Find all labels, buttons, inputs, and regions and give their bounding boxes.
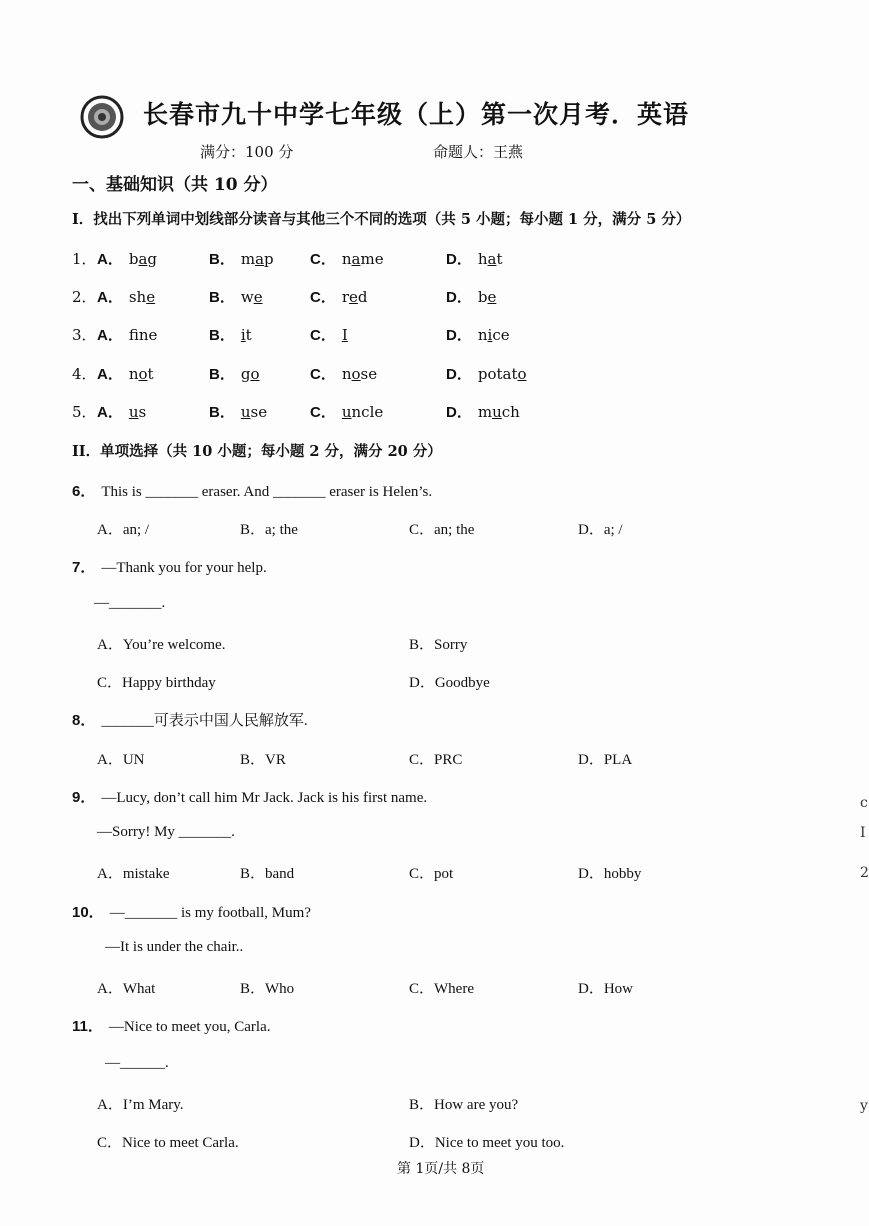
question-number: 4． (72, 365, 97, 383)
option-letter: B． (209, 251, 235, 268)
word-option[interactable] (310, 401, 383, 422)
q6-option-a[interactable]: A．an; / (97, 522, 150, 538)
q11-option-a[interactable]: A．I’m Mary. (97, 1097, 184, 1113)
underlined-letters: i (240, 326, 246, 344)
underlined-letters: a (487, 250, 497, 268)
word-suffix: t (245, 326, 252, 344)
underlined-letters: e (253, 288, 263, 306)
word-option[interactable] (209, 401, 267, 422)
option-letter: C． (310, 251, 336, 268)
word-option[interactable] (209, 248, 274, 269)
pronunciation-row (72, 363, 632, 385)
option-letter: C． (310, 327, 336, 344)
underlined-letters: o (138, 365, 148, 383)
word-prefix: m (477, 403, 493, 421)
question-8: 8． _______可表示中国人民解放军. (72, 712, 308, 729)
word-option[interactable] (446, 248, 503, 269)
q9-option-a[interactable]: A．mistake (97, 866, 170, 882)
word-prefix: n (128, 365, 139, 383)
word-prefix: b (477, 288, 488, 306)
word-suffix: me (360, 250, 384, 268)
word-suffix: t (147, 365, 154, 383)
word-option[interactable] (209, 363, 259, 384)
q8-option-c[interactable]: C．PRC (409, 752, 463, 768)
q7-option-c[interactable]: C．Happy birthday (97, 675, 216, 691)
word-prefix: n (341, 250, 352, 268)
q10-option-d[interactable]: D．How (578, 981, 633, 997)
underlined-letters: u (128, 403, 139, 421)
word-prefix: n (341, 365, 352, 383)
q8-option-d[interactable]: D．PLA (578, 752, 633, 768)
pronunciation-row (72, 286, 632, 308)
option-letter: C． (310, 289, 336, 306)
edge-mark: 2 (860, 865, 869, 881)
edge-mark: y (860, 1098, 868, 1114)
word-option[interactable] (97, 401, 146, 422)
edge-mark: I (860, 825, 866, 841)
q6-option-b[interactable]: B．a; the (240, 522, 298, 538)
underlined-letters: u (240, 403, 251, 421)
question-number: 1． (72, 250, 97, 268)
question-7: 7． —Thank you for your help. (72, 559, 267, 576)
q7-option-b[interactable]: B．Sorry (409, 637, 468, 653)
option-letter: A． (97, 366, 123, 383)
q8-option-a[interactable]: A．UN (97, 752, 145, 768)
part2-instruction: II．单项选择（共 10 小题；每小题 2 分，满分 20 分） (72, 443, 442, 460)
word-prefix: w (240, 288, 254, 306)
section-heading-basics: 一、基础知识（共 10 分） (72, 175, 278, 195)
full-marks: 满分：100 分 (200, 143, 294, 161)
q7-option-a[interactable]: A．You’re welcome. (97, 637, 226, 653)
word-suffix: s (138, 403, 147, 421)
author: 命题人：王燕 (433, 143, 524, 161)
q9-option-c[interactable]: C．pot (409, 866, 454, 882)
q7-option-d[interactable]: D．Goodbye (409, 675, 490, 691)
word-suffix: se (360, 365, 378, 383)
word-option[interactable] (310, 324, 348, 345)
word-prefix: r (341, 288, 350, 306)
word-option[interactable] (97, 248, 157, 269)
word-suffix: se (250, 403, 268, 421)
q11-reply: —______. (105, 1055, 169, 1071)
underlined-letters: i (487, 326, 493, 344)
pronunciation-row (72, 248, 632, 270)
word-prefix: potat (477, 365, 518, 383)
word-option[interactable] (310, 248, 384, 269)
question-10: 10． —_______ is my football, Mum? (72, 904, 311, 921)
q10-reply: —It is under the chair.. (105, 939, 244, 955)
exam-title: 长春市九十中学七年级（上）第一次月考．英语 (143, 100, 690, 129)
q6-option-c[interactable]: C．an; the (409, 522, 475, 538)
word-prefix: g (240, 365, 251, 383)
word-suffix: ch (501, 403, 520, 421)
underlined-letters: e (487, 288, 497, 306)
word-option[interactable] (310, 363, 377, 384)
word-suffix: p (264, 250, 274, 268)
word-option[interactable] (97, 324, 157, 345)
word-suffix: ne (138, 326, 158, 344)
option-letter: B． (209, 366, 235, 383)
q11-option-c[interactable]: C．Nice to meet Carla. (97, 1135, 239, 1151)
underlined-letters: o (250, 365, 260, 383)
option-letter: D． (446, 251, 472, 268)
page-number: 第 1页/共 8页 (397, 1161, 485, 1177)
underlined-letters: u (492, 403, 502, 421)
q8-option-b[interactable]: B．VR (240, 752, 286, 768)
underlined-letters: u (341, 403, 352, 421)
word-option[interactable] (446, 363, 527, 384)
word-option[interactable] (310, 286, 368, 307)
underlined-letters: e (349, 288, 358, 306)
word-option[interactable] (446, 401, 520, 422)
q10-option-a[interactable]: A．What (97, 981, 156, 997)
word-prefix: b (128, 250, 139, 268)
option-letter: D． (446, 404, 472, 421)
question-number: 2． (72, 288, 97, 306)
underlined-letters: e (146, 288, 156, 306)
q11-option-b[interactable]: B．How are you? (409, 1097, 519, 1113)
word-suffix: t (496, 250, 503, 268)
option-letter: D． (446, 366, 472, 383)
word-prefix: n (477, 326, 488, 344)
q9-option-b[interactable]: B．band (240, 866, 295, 882)
option-letter: B． (209, 289, 235, 306)
word-prefix: f (128, 326, 139, 344)
q11-option-d[interactable]: D．Nice to meet you too. (409, 1135, 565, 1151)
word-prefix: m (240, 250, 256, 268)
option-letter: A． (97, 327, 123, 344)
q7-reply: —_______. (94, 595, 166, 611)
option-letter: A． (97, 251, 123, 268)
q10-option-c[interactable]: C．Where (409, 981, 474, 997)
question-11: 11． —Nice to meet you, Carla. (72, 1018, 271, 1035)
option-letter: C． (310, 366, 336, 383)
word-prefix: h (477, 250, 488, 268)
word-option[interactable] (97, 286, 155, 307)
part1-instruction: I．找出下列单词中划线部分读音与其他三个不同的选项（共 5 小题；每小题 1 分，满分 5 分） (72, 211, 691, 228)
word-option[interactable] (209, 324, 252, 345)
question-number: 5． (72, 403, 97, 421)
word-suffix: ncle (351, 403, 384, 421)
question-9: 9． —Lucy, don’t call him Mr Jack. Jack is his first name. (72, 789, 428, 806)
underlined-letters: a (351, 250, 361, 268)
option-letter: A． (97, 404, 123, 421)
option-letter: D． (446, 289, 472, 306)
q9-reply: —Sorry! My _______. (97, 824, 235, 840)
option-letter: B． (209, 327, 235, 344)
word-option[interactable] (97, 363, 154, 384)
edge-mark: c (860, 795, 868, 811)
pronunciation-row (72, 401, 632, 423)
question-number: 3． (72, 326, 97, 344)
underlined-letters: a (255, 250, 265, 268)
word-suffix: g (147, 250, 158, 268)
word-option[interactable] (209, 286, 263, 307)
q6-option-d[interactable]: D．a; / (578, 522, 623, 538)
option-letter: D． (446, 327, 472, 344)
q9-option-d[interactable]: D．hobby (578, 866, 642, 882)
option-letter: A． (97, 289, 123, 306)
word-suffix: d (357, 288, 368, 306)
underlined-letters: o (517, 365, 527, 383)
underlined-letters: o (351, 365, 361, 383)
option-letter: C． (310, 404, 336, 421)
underlined-letters: I (341, 326, 348, 344)
school-seal-icon (80, 95, 124, 139)
question-6: 6． This is _______ eraser. And _______ eraser is Helen’s. (72, 483, 433, 500)
word-suffix: ce (492, 326, 510, 344)
option-letter: B． (209, 404, 235, 421)
word-option[interactable] (446, 324, 510, 345)
word-option[interactable] (446, 286, 496, 307)
underlined-letters: a (138, 250, 148, 268)
pronunciation-row (72, 324, 632, 346)
word-prefix: sh (128, 288, 147, 306)
q10-option-b[interactable]: B．Who (240, 981, 295, 997)
